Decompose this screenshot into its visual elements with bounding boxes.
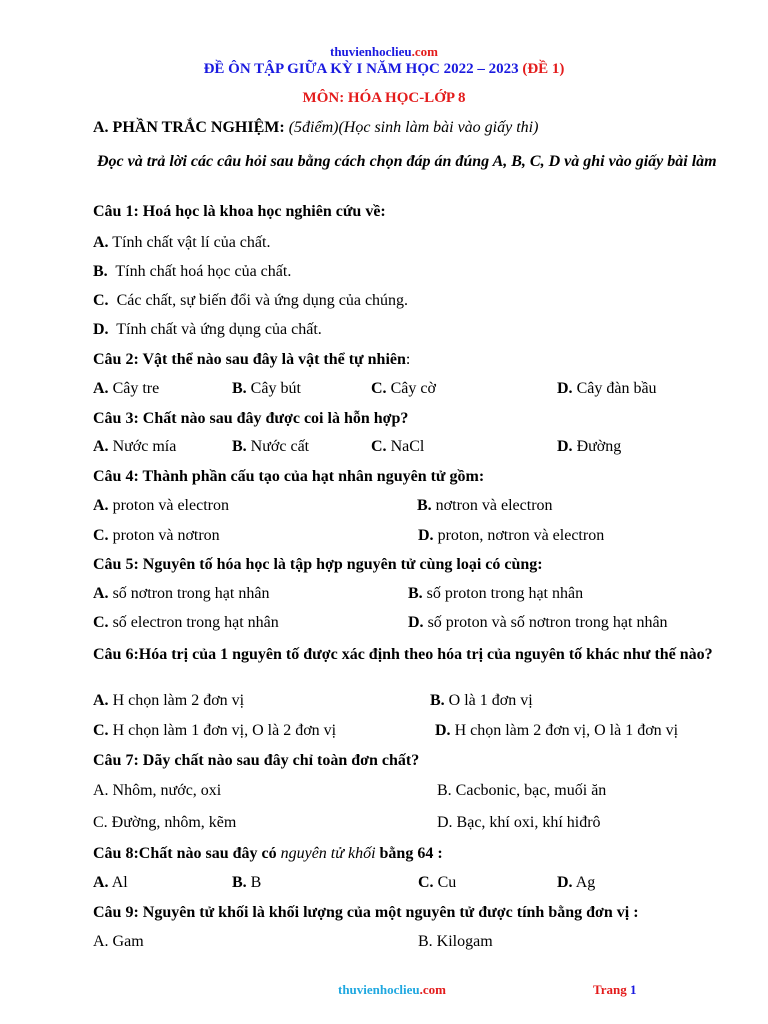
- q8-a-key: A.: [93, 874, 109, 891]
- q2-b-key: B.: [232, 380, 247, 397]
- q4-d-text: proton, nơtron và electron: [437, 527, 605, 544]
- q6-b-text: O là 1 đơn vị: [448, 692, 533, 709]
- q8-a-text: Al: [111, 874, 128, 891]
- q6-a-text: H chọn làm 2 đơn vị: [112, 692, 245, 709]
- footer-site-prefix: thuvienhoclieu: [338, 982, 420, 997]
- q8-d-key: D.: [557, 874, 573, 891]
- question-5-stem: Câu 5: Nguyên tố hóa học là tập hợp nguyên tử cùng loại có cùng:: [93, 556, 543, 573]
- q8-option-c: [418, 874, 456, 892]
- q3-b-key: B.: [232, 438, 247, 455]
- q6-c-text: H chọn làm 1 đơn vị, O là 2 đơn vị: [112, 722, 337, 739]
- q1-option-a: [93, 234, 270, 252]
- q5-a-text: số nơtron trong hạt nhân: [112, 585, 270, 602]
- q4-a-key: A.: [93, 497, 109, 514]
- q8-c-text: Cu: [437, 874, 457, 891]
- question-6-stem: Câu 6:Hóa trị của 1 nguyên tố được xác định theo hóa trị của nguyên tố khác như thế nào?: [93, 646, 713, 663]
- q6-option-d: [435, 722, 678, 740]
- q3-option-c: [371, 438, 424, 456]
- question-9-stem: [93, 904, 639, 922]
- q8-option-a: [93, 874, 128, 892]
- section-heading-label: A. PHẦN TRẮC NGHIỆM:: [93, 119, 285, 136]
- q3-a-key: A.: [93, 438, 109, 455]
- q6-d-key: D.: [435, 722, 451, 739]
- q6-c-key: C.: [93, 722, 109, 739]
- question-3-stem: Câu 3: Chất nào sau đây được coi là hỗn hợp?: [93, 410, 409, 427]
- q2-option-b: [232, 380, 301, 398]
- q4-option-c: [93, 527, 220, 545]
- q9-stem-rest: : Nguyên tử khối là khối lượng của một nguyên tử được tính bằng đơn vị :: [133, 904, 639, 921]
- q1-option-d: [93, 321, 322, 339]
- q5-option-b: [408, 585, 583, 603]
- exam-subject: MÔN: HÓA HỌC-LỚP 8: [302, 90, 466, 106]
- question-7-stem: [93, 752, 419, 770]
- q5-c-key: C.: [93, 614, 109, 631]
- question-8-stem: [93, 845, 443, 863]
- q4-b-key: B.: [417, 497, 432, 514]
- q2-stem-colon: :: [405, 351, 411, 368]
- q8-b-text: B: [250, 874, 262, 891]
- q5-b-key: B.: [408, 585, 423, 602]
- q1-a-key: A.: [93, 234, 109, 251]
- q5-d-text: số proton và số nơtron trong hạt nhân: [427, 614, 668, 631]
- q5-option-a: [93, 585, 269, 603]
- q6-a-key: A.: [93, 692, 109, 709]
- exam-title-tag: (ĐỀ 1): [522, 61, 565, 77]
- question-4-stem: Câu 4: Thành phần cấu tạo của hạt nhân nguyên tử gồm:: [93, 468, 485, 485]
- q6-b-key: B.: [430, 692, 445, 709]
- q4-option-a: [93, 497, 229, 515]
- q2-c-key: C.: [371, 380, 387, 397]
- site-prefix: thuvienhoclieu: [330, 44, 412, 59]
- q2-option-c: [371, 380, 436, 398]
- q1-option-b: [93, 263, 291, 281]
- section-heading-note: (5điểm)(Học sinh làm bài vào giấy thi): [288, 119, 539, 136]
- footer-site-suffix: .com: [419, 982, 446, 997]
- q7-option-d: D. Bạc, khí oxi, khí hiđrô: [437, 814, 601, 831]
- q1-a-text: Tính chất vật lí của chất.: [112, 234, 271, 251]
- q6-option-b: [430, 692, 533, 710]
- q8-stem-a: Câu 8:Chất nào sau đây có: [93, 845, 281, 862]
- q5-option-d: [408, 614, 668, 632]
- q5-d-key: D.: [408, 614, 424, 631]
- q7-option-b: B. Cacbonic, bạc, muối ăn: [437, 782, 607, 799]
- q3-b-text: Nước cất: [250, 438, 310, 455]
- q8-stem-italic: nguyên tử khối: [280, 845, 376, 862]
- q1-c-key: C.: [93, 292, 109, 309]
- q9-option-a: A. Gam: [93, 933, 144, 950]
- q3-c-key: C.: [371, 438, 387, 455]
- q3-option-d: [557, 438, 621, 456]
- q2-c-text: Cây cờ: [390, 380, 436, 397]
- page-label: Trang: [593, 982, 627, 997]
- q4-b-text: nơtron và electron: [435, 497, 553, 514]
- q8-option-b: [232, 874, 261, 892]
- q8-stem-b: bằng 64 :: [375, 845, 443, 862]
- q4-a-text: proton và electron: [112, 497, 229, 514]
- q8-d-text: Ag: [575, 874, 596, 891]
- question-2-stem: [93, 351, 410, 369]
- q5-a-key: A.: [93, 585, 109, 602]
- q8-b-key: B.: [232, 874, 247, 891]
- q2-a-text: Cây tre: [112, 380, 160, 397]
- q2-d-text: Cây đàn bầu: [576, 380, 657, 397]
- q1-c-text: Các chất, sự biến đổi và ứng dụng của chúng.: [116, 292, 409, 309]
- q9-stem-label: Câu 9: [93, 904, 134, 921]
- q2-d-key: D.: [557, 380, 573, 397]
- q4-option-d: [418, 527, 604, 545]
- q4-c-key: C.: [93, 527, 109, 544]
- q3-a-text: Nước mía: [112, 438, 177, 455]
- q1-b-text: Tính chất hoá học của chất.: [115, 263, 292, 280]
- header-site-link[interactable]: [0, 44, 768, 60]
- q6-option-c: [93, 722, 336, 740]
- q5-c-text: số electron trong hạt nhân: [112, 614, 279, 631]
- page-number-value: 1: [629, 982, 637, 997]
- q3-option-b: [232, 438, 309, 456]
- q2-b-text: Cây bút: [250, 380, 301, 397]
- q5-b-text: số proton trong hạt nhân: [426, 585, 584, 602]
- q7-stem-label: Câu 7: [93, 752, 134, 769]
- exam-title: [0, 61, 768, 78]
- q2-option-d: [557, 380, 657, 398]
- q4-d-key: D.: [418, 527, 434, 544]
- section-instruction: Đọc và trả lời các câu hỏi sau bằng cách chọn đáp án đúng A, B, C, D và ghi vào giấy bài làm: [97, 153, 717, 170]
- q6-option-a: [93, 692, 244, 710]
- q3-d-key: D.: [557, 438, 573, 455]
- q6-d-text: H chọn làm 2 đơn vị, O là 1 đơn vị: [454, 722, 679, 739]
- q7-option-c: C. Đường, nhôm, kẽm: [93, 814, 237, 831]
- q7-stem-rest: : Dãy chất nào sau đây chỉ toàn đơn chất?: [133, 752, 420, 769]
- q4-option-b: [417, 497, 553, 515]
- q2-a-key: A.: [93, 380, 109, 397]
- section-heading: [93, 119, 538, 137]
- footer-site-link[interactable]: [338, 982, 446, 998]
- q8-option-d: [557, 874, 595, 892]
- q3-d-text: Đường: [576, 438, 622, 455]
- q4-c-text: proton và nơtron: [112, 527, 220, 544]
- q1-d-key: D.: [93, 321, 109, 338]
- q1-b-key: B.: [93, 263, 108, 280]
- exam-title-main: ĐỀ ÔN TẬP GIỮA KỲ I NĂM HỌC 2022 – 2023: [203, 61, 519, 77]
- q7-option-a: A. Nhôm, nước, oxi: [93, 782, 222, 799]
- q9-option-b: B. Kilogam: [418, 933, 493, 950]
- q5-option-c: [93, 614, 279, 632]
- site-suffix: .com: [411, 44, 438, 59]
- q8-c-key: C.: [418, 874, 434, 891]
- q3-option-a: [93, 438, 176, 456]
- q1-d-text: Tính chất và ứng dụng của chất.: [116, 321, 322, 338]
- q1-option-c: [93, 292, 408, 310]
- page-number: [593, 982, 636, 998]
- q2-stem-text: Câu 2: Vật thể nào sau đây là vật thể tự nhiên: [93, 351, 406, 368]
- q3-c-text: NaCl: [390, 438, 425, 455]
- question-1-stem: Câu 1: Hoá học là khoa học nghiên cứu về:: [93, 203, 386, 220]
- q2-option-a: [93, 380, 159, 398]
